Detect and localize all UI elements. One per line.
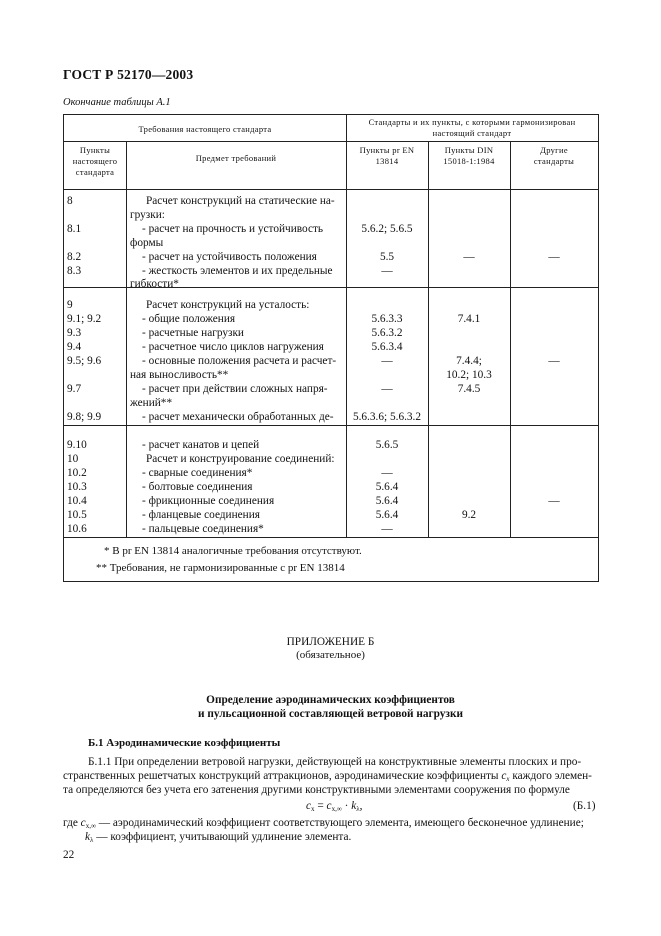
en-ref: 5.6.3.3 [371, 313, 403, 325]
appendix-heading-line2: и пульсационной составляющей ветровой нагрузки [197, 708, 463, 720]
en-ref: 5.6.4 [375, 495, 399, 507]
clause-number: 9.7 [67, 383, 82, 395]
paragraph-text: странственных решетчатых конструкций аттракционов, аэродинамические коэффициенты [63, 770, 499, 782]
clause-number: 10.2 [67, 467, 87, 479]
din-ref: 7.4.5 [457, 383, 481, 395]
page-number: 22 [63, 849, 75, 861]
requirement-text: - жесткость элементов и их предельные [142, 265, 333, 277]
clause-number: 9.4 [67, 341, 82, 353]
where-line-1: где $c_{x,\infty}$ — аэродинамический коэффициент соответствующего элемента, имеющего бесконечное удлинение; [63, 817, 584, 830]
paragraph-text: каждого элемен- [512, 770, 592, 782]
header-col-divider [126, 141, 127, 189]
en-ref: — [381, 467, 393, 479]
header-other-line1: Другие [540, 145, 568, 155]
clause-number: 9.1; 9.2 [67, 313, 102, 325]
where-text: — коэффициент, учитывающий удлинение элемента. [96, 831, 352, 843]
clause-number: 9.10 [67, 439, 87, 451]
din-ref: 7.4.4; [456, 355, 482, 367]
requirement-text: гибкости* [130, 278, 179, 290]
appendix-heading-line1: Определение аэродинамических коэффициентов [206, 694, 455, 706]
en-ref: 5.6.4 [375, 509, 399, 521]
din-ref: 9.2 [461, 509, 477, 521]
header-harmonized-line1: Стандарты и их пункты, с которыми гармонизирован [368, 117, 576, 127]
section-divider [64, 425, 598, 426]
requirement-text: Расчет конструкций на усталость: [146, 299, 310, 311]
appendix-title: ПРИЛОЖЕНИЕ Б [286, 636, 375, 648]
clause-number: 9.5; 9.6 [67, 355, 102, 367]
header-harmonized-line2: настоящий стандарт [432, 128, 512, 138]
din-ref: 10.2; 10.3 [446, 369, 492, 381]
requirement-text: - основные положения расчета и расчет- [142, 355, 337, 367]
requirement-text: жений** [130, 397, 173, 409]
document-header: ГОСТ Р 52170—2003 [63, 67, 194, 82]
appendix-subtitle: (обязательное) [296, 649, 365, 661]
en-ref: — [381, 383, 393, 395]
requirement-text: - болтовые соединения [142, 481, 253, 493]
clause-number: 8.2 [67, 251, 82, 263]
header-other-line2: стандарты [533, 156, 575, 166]
clause-number: 10.6 [67, 523, 87, 535]
clause-number: 10.5 [67, 509, 87, 521]
requirement-text: - сварные соединения* [142, 467, 253, 479]
en-ref: 5.6.4 [375, 481, 399, 493]
din-ref: 7.4.1 [457, 313, 481, 325]
requirements-table [63, 114, 599, 582]
clause-number: 8.1 [67, 223, 82, 235]
footnote-divider [64, 537, 598, 538]
header-bottom-line [64, 189, 598, 190]
clause-number: 9.3 [67, 327, 82, 339]
paragraph-line: та определяются без учета его затенения другими конструктивными элементами сооружения по формуле [63, 784, 570, 796]
requirement-text: грузки: [130, 209, 165, 221]
clause-number: 8 [67, 195, 73, 207]
header-divider [64, 141, 598, 142]
requirement-text: - расчет канатов и цепей [142, 439, 260, 451]
symbol-cx: $c_x$ [501, 770, 510, 783]
requirement-text: - расчет при действии сложных напря- [142, 383, 328, 395]
header-din-line1: Пункты DIN [444, 145, 494, 155]
formula: $c_x = c_{x,\infty} \cdot k_\lambda$, [306, 800, 363, 813]
where-line-2: $k_\lambda$ — коэффициент, учитывающий удлинение элемента. [85, 831, 352, 844]
requirement-text: ная выносливость** [130, 369, 229, 381]
other-ref: — [548, 495, 560, 507]
en-ref: 5.6.3.6; 5.6.3.2 [352, 411, 422, 423]
requirement-text: - общие положения [142, 313, 236, 325]
requirement-text: - расчетные нагрузки [142, 327, 244, 339]
en-ref: 5.6.5 [375, 439, 399, 451]
header-en-line2: 13814 [375, 156, 399, 166]
requirement-text: - фланцевые соединения [142, 509, 260, 521]
requirement-text: Расчет конструкций на статические на- [146, 195, 335, 207]
formula-number: (Б.1) [573, 800, 596, 812]
requirement-text: - расчет на прочность и устойчивость [142, 223, 324, 235]
requirement-text: - расчетное число циклов нагружения [142, 341, 324, 353]
clause-number: 10 [67, 453, 79, 465]
header-clause-line2: настоящего [72, 156, 118, 166]
din-ref: — [463, 251, 475, 263]
other-ref: — [548, 355, 560, 367]
requirement-text: - фрикционные соединения [142, 495, 275, 507]
footnote: ** Требования, не гармонизированные с pr EN 13814 [96, 562, 345, 574]
header-clause-line3: стандарта [75, 167, 115, 177]
clause-number: 9.8; 9.9 [67, 411, 102, 423]
en-ref: — [381, 523, 393, 535]
where-text: — аэродинамический коэффициент соответствующего элемента, имеющего бесконечное удлинение; [98, 817, 584, 829]
section-heading: Б.1 Аэродинамические коэффициенты [88, 737, 281, 749]
clause-number: 10.3 [67, 481, 87, 493]
paragraph-line [63, 770, 592, 783]
en-ref: 5.6.2; 5.6.5 [361, 223, 413, 235]
en-ref: — [381, 265, 393, 277]
table-caption: Окончание таблицы А.1 [63, 97, 171, 108]
clause-number: 8.3 [67, 265, 82, 277]
requirement-text: - расчет механически обработанных де- [142, 411, 334, 423]
requirement-text: - расчет на устойчивость положения [142, 251, 317, 263]
requirement-text: Расчет и конструирование соединений: [146, 453, 335, 465]
header-din-line2: 15018-1:1984 [443, 156, 495, 166]
header-clause-line1: Пункты [79, 145, 111, 155]
en-ref: 5.6.3.4 [371, 341, 403, 353]
header-requirements: Требования настоящего стандарта [138, 124, 272, 134]
en-ref: 5.5 [379, 251, 395, 263]
clause-number: 10.4 [67, 495, 87, 507]
footnote: * В pr EN 13814 аналогичные требования отсутствуют. [104, 545, 362, 557]
header-en-line1: Пункты pr EN [359, 145, 415, 155]
header-subject: Предмет требований [195, 153, 277, 163]
paragraph-line: Б.1.1 При определении ветровой нагрузки, действующей на конструктивные элементы плоских и про- [88, 756, 582, 768]
en-ref: — [381, 355, 393, 367]
clause-number: 9 [67, 299, 73, 311]
en-ref: 5.6.3.2 [371, 327, 403, 339]
requirement-text: формы [130, 237, 164, 249]
body-col-divider [126, 189, 127, 537]
other-ref: — [548, 251, 560, 263]
requirement-text: - пальцевые соединения* [142, 523, 264, 535]
